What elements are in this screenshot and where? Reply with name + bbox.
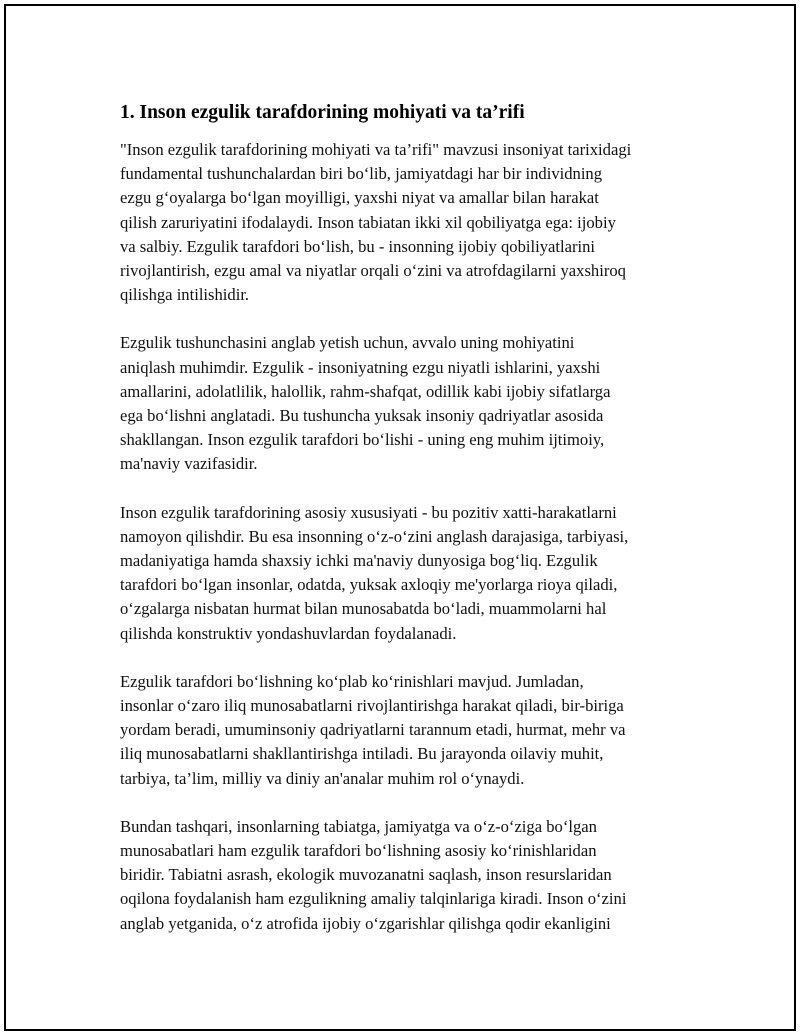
- page-frame: [4, 4, 796, 1031]
- paragraph-2: Ezgulik tushunchasini anglab yetish uchun, avvalo uning mohiyatini aniqlash muhimdir. Ezgulik - insoniyatning ezgu niyatli ishlarini, yaxshi amallarini, adolatlilik, halollik, rahm-shafqat, odillik kabi ijobiy sifatlarga ega bo‘lishni anglatadi. Bu tushuncha yuksak insoniy qadriyatlar asosida shakllangan. Inson ezgulik tarafdori bo‘lishi - uning eng muhim ijtimoiy, ma'naviy vazifasidir.: [120, 333, 611, 474]
- paragraph-5: Bundan tashqari, insonlarning tabiatga, jamiyatga va o‘z-o‘ziga bo‘lgan munosabatlari ham ezgulik tarafdori bo‘lishning asosiy ko‘rinishlaridan biridir. Tabiatni asrash, ekologik muvozanatni saqlash, inson resurslaridan oqilona foydalanish ham ezgulikning amaliy talqinlariga kiradi. Inson o‘zini anglab yetganida, o‘z atrofida ijobiy o‘zgarishlar qilishga qodir ekanligini: [120, 816, 627, 933]
- document-body: [120, 100, 700, 960]
- paragraph-1: "Inson ezgulik tarafdorining mohiyati va ta’rifi" mavzusi insoniyat tarixidagi fundamental tushunchalardan biri bo‘lib, jamiyatdagi har bir individning ezgu g‘oyalarga bo‘lgan moyilligi, yaxshi niyat va amallar bilan harakat qilish zaruriyatini ifodalaydi. Inson tabiatan ikki xil qobiliyatga ega: ijobiy va salbiy. Ezgulik tarafdori bo‘lish, bu - insonning ijobiy qobiliyatlarini rivojlantirish, ezgu amal va niyatlar orqali o‘zini va atrofdagilarni yaxshiroq qilishga intilishidir.: [120, 140, 632, 305]
- paragraph-4: Ezgulik tarafdori bo‘lishning ko‘plab ko‘rinishlari mavjud. Jumladan, insonlar o‘zaro iliq munosabatlarni rivojlantirishga harakat qiladi, bir-biriga yordam beradi, umuminsoniy qadriyatlarni tarannum etadi, hurmat, mehr va iliq munosabatlarni shakllantirishga intiladi. Bu jarayonda oilaviy muhit, tarbiya, ta’lim, milliy va diniy an'analar muhim rol o‘ynaydi.: [120, 671, 626, 788]
- paragraph-3: Inson ezgulik tarafdorining asosiy xususiyati - bu pozitiv xatti-harakatlarni namoyon qilishdir. Bu esa insonning o‘z-o‘zini anglash darajasiga, tarbiyasi, madaniyatiga hamda shaxsiy ichki ma'naviy dunyosiga bog‘liq. Ezgulik tarafdori bo‘lgan insonlar, odatda, yuksak axloqiy me'yorlarga rioya qiladi, o‘zgalarga nisbatan hurmat bilan munosabatda bo‘ladi, muammolarni hal qilishda konstruktiv yondashuvlardan foydalanadi.: [120, 502, 629, 643]
- section-heading: 1. Inson ezgulik tarafdorining mohiyati va ta’rifi: [120, 102, 525, 123]
